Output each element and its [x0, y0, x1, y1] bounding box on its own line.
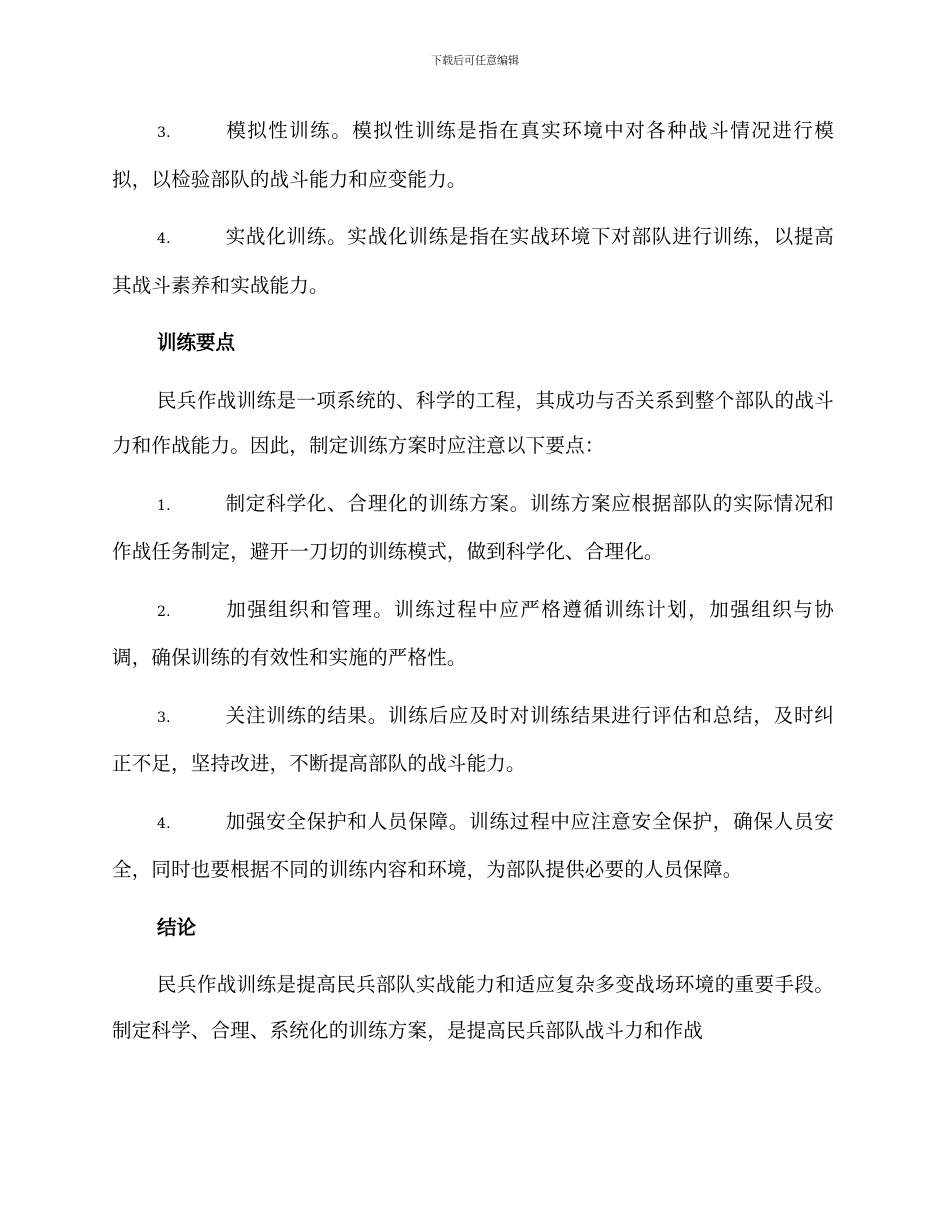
- list-item: [112, 108, 834, 202]
- document-body: [112, 108, 834, 1065]
- list-item: [112, 799, 834, 893]
- list-item: [112, 587, 834, 681]
- list-item-text: 制定科学化、合理化的训练方案。训练方案应根据部队的实际情况和作战任务制定，避开一刀切的训练模式，做到科学化、合理化。: [112, 491, 834, 563]
- list-number: 4.: [157, 231, 171, 247]
- list-item: [112, 693, 834, 787]
- list-item-text: 实战化训练。实战化训练是指在实战环境下对部队进行训练，以提高其战斗素养和实战能力。: [112, 225, 834, 297]
- list-item: [112, 481, 834, 575]
- list-item-text: 模拟性训练。模拟性训练是指在真实环境中对各种战斗情况进行模拟，以检验部队的战斗能力和应变能力。: [112, 119, 834, 191]
- section-heading-conclusion: 结论: [157, 915, 197, 939]
- list-number: 2.: [157, 603, 171, 620]
- paragraph: 民兵作战训练是一项系统的、科学的工程，其成功与否关系到整个部队的战斗力和作战能力。因此，制定训练方案时应注意以下要点：: [112, 388, 834, 457]
- paragraph: 民兵作战训练是提高民兵部队实战能力和适应复杂多变战场环境的重要手段。制定科学、合理、系统化的训练方案，是提高民兵部队战斗力和作战: [112, 973, 834, 1042]
- list-number: 4.: [157, 815, 171, 832]
- list-item-text: 加强组织和管理。训练过程中应严格遵循训练计划，加强组织与协调，确保训练的有效性和实施的严格性。: [112, 597, 834, 669]
- list-item: [112, 214, 834, 308]
- section-heading-training-points: 训练要点: [157, 331, 236, 354]
- page-header: 下载后可任意编辑: [431, 54, 519, 67]
- list-number: 3.: [157, 125, 171, 141]
- list-number: 1.: [157, 497, 171, 514]
- list-item-text: 关注训练的结果。训练后应及时对训练结果进行评估和总结，及时纠正不足，坚持改进，不断提高部队的战斗能力。: [112, 703, 834, 775]
- list-item-text: 加强安全保护和人员保障。训练过程中应注意安全保护，确保人员安全，同时也要根据不同的训练内容和环境，为部队提供必要的人员保障。: [112, 809, 834, 881]
- list-number: 3.: [157, 709, 171, 726]
